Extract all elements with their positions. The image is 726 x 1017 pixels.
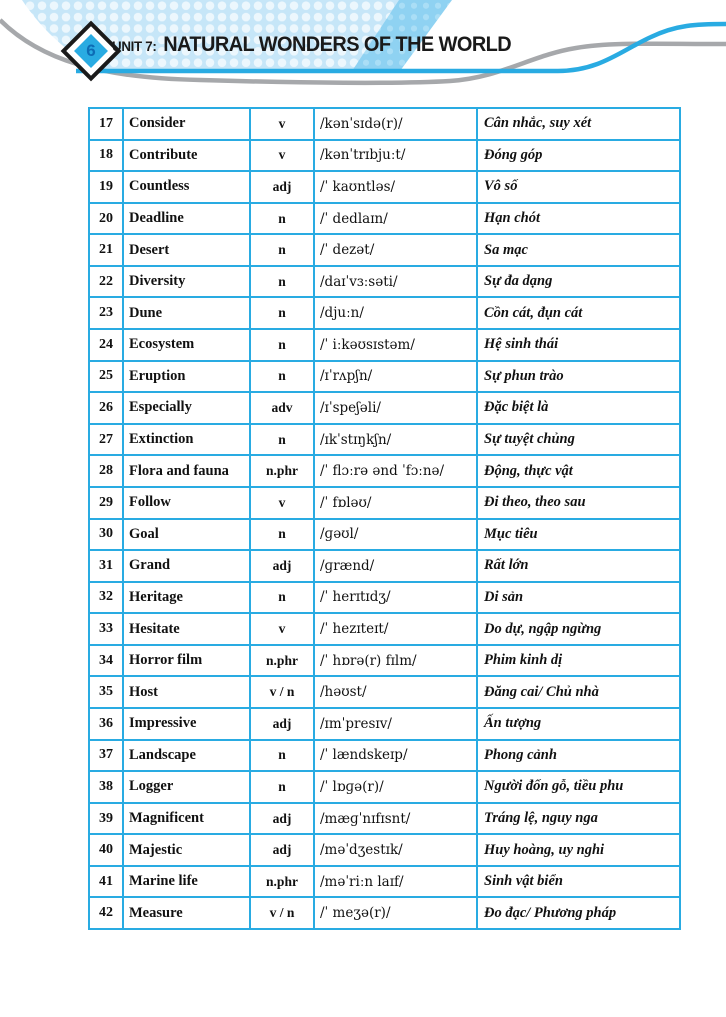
pronunciation-cell: /ɡrænd/ <box>314 550 477 582</box>
pronunciation-cell: /ˈ lændskeɪp/ <box>314 740 477 772</box>
word-cell: Impressive <box>123 708 250 740</box>
pronunciation-cell: /məˈdʒestɪk/ <box>314 834 477 866</box>
meaning-cell: Ấn tượng <box>477 708 680 740</box>
row-number: 27 <box>89 424 123 456</box>
pronunciation-cell: /djuːn/ <box>314 297 477 329</box>
pronunciation-cell: /ˈ meʒə(r)/ <box>314 897 477 929</box>
table-row <box>89 645 680 677</box>
unit-title: NATURAL WONDERS OF THE WORLD <box>163 33 512 56</box>
row-number: 20 <box>89 203 123 235</box>
word-cell: Host <box>123 676 250 708</box>
meaning-cell: Mục tiêu <box>477 519 680 551</box>
meaning-cell: Huy hoàng, uy nghi <box>477 834 680 866</box>
part-of-speech-cell: v <box>250 487 314 519</box>
row-number: 30 <box>89 519 123 551</box>
table-row <box>89 329 680 361</box>
table-row <box>89 740 680 772</box>
pronunciation-cell: /ˈ iːkəʊsɪstəm/ <box>314 329 477 361</box>
pronunciation-cell: /ˈ herɪtɪdʒ/ <box>314 582 477 614</box>
table-row <box>89 266 680 298</box>
word-cell: Logger <box>123 771 250 803</box>
pronunciation-cell: /ˈ kaʊntləs/ <box>314 171 477 203</box>
part-of-speech-cell: n.phr <box>250 455 314 487</box>
part-of-speech-cell: n <box>250 519 314 551</box>
meaning-cell: Vô số <box>477 171 680 203</box>
part-of-speech-cell: n.phr <box>250 866 314 898</box>
pronunciation-cell: /ˈ hɒrə(r) fɪlm/ <box>314 645 477 677</box>
part-of-speech-cell: n <box>250 297 314 329</box>
row-number: 31 <box>89 550 123 582</box>
word-cell: Grand <box>123 550 250 582</box>
meaning-cell: Hệ sinh thái <box>477 329 680 361</box>
pronunciation-cell: /həʊst/ <box>314 676 477 708</box>
table-row <box>89 771 680 803</box>
row-number: 21 <box>89 234 123 266</box>
row-number: 23 <box>89 297 123 329</box>
row-number: 41 <box>89 866 123 898</box>
table-row <box>89 897 680 929</box>
pronunciation-cell: /ɪˈspeʃəli/ <box>314 392 477 424</box>
part-of-speech-cell: adv <box>250 392 314 424</box>
table-row <box>89 424 680 456</box>
word-cell: Heritage <box>123 582 250 614</box>
word-cell: Desert <box>123 234 250 266</box>
row-number: 17 <box>89 108 123 140</box>
pronunciation-cell: /ˈ lɒɡə(r)/ <box>314 771 477 803</box>
table-row <box>89 519 680 551</box>
row-number: 32 <box>89 582 123 614</box>
part-of-speech-cell: adj <box>250 550 314 582</box>
table-row <box>89 487 680 519</box>
word-cell: Hesitate <box>123 613 250 645</box>
word-cell: Dune <box>123 297 250 329</box>
meaning-cell: Cồn cát, đụn cát <box>477 297 680 329</box>
part-of-speech-cell: n <box>250 740 314 772</box>
word-cell: Goal <box>123 519 250 551</box>
row-number: 34 <box>89 645 123 677</box>
unit-label: UNIT 7: <box>112 38 157 54</box>
table-row <box>89 361 680 393</box>
part-of-speech-cell: v <box>250 613 314 645</box>
meaning-cell: Di sản <box>477 582 680 614</box>
meaning-cell: Đóng góp <box>477 140 680 172</box>
table-row <box>89 455 680 487</box>
vocabulary-table <box>88 107 681 930</box>
row-number: 35 <box>89 676 123 708</box>
part-of-speech-cell: v / n <box>250 676 314 708</box>
part-of-speech-cell: v / n <box>250 897 314 929</box>
row-number: 26 <box>89 392 123 424</box>
table-row <box>89 140 680 172</box>
unit-badge-number: 6 <box>86 41 96 60</box>
part-of-speech-cell: n <box>250 329 314 361</box>
part-of-speech-cell: n <box>250 361 314 393</box>
meaning-cell: Sa mạc <box>477 234 680 266</box>
pronunciation-cell: /ˈ hezɪteɪt/ <box>314 613 477 645</box>
word-cell: Contribute <box>123 140 250 172</box>
row-number: 42 <box>89 897 123 929</box>
word-cell: Especially <box>123 392 250 424</box>
part-of-speech-cell: n <box>250 234 314 266</box>
meaning-cell: Đăng cai/ Chủ nhà <box>477 676 680 708</box>
table-row <box>89 550 680 582</box>
row-number: 38 <box>89 771 123 803</box>
meaning-cell: Sự đa dạng <box>477 266 680 298</box>
row-number: 40 <box>89 834 123 866</box>
pronunciation-cell: /mæɡˈnɪfɪsnt/ <box>314 803 477 835</box>
word-cell: Follow <box>123 487 250 519</box>
meaning-cell: Đi theo, theo sau <box>477 487 680 519</box>
meaning-cell: Người đốn gỗ, tiều phu <box>477 771 680 803</box>
row-number: 29 <box>89 487 123 519</box>
pronunciation-cell: /ˈ flɔːrə ənd ˈfɔːnə/ <box>314 455 477 487</box>
part-of-speech-cell: v <box>250 140 314 172</box>
part-of-speech-cell: n <box>250 582 314 614</box>
word-cell: Measure <box>123 897 250 929</box>
row-number: 37 <box>89 740 123 772</box>
row-number: 39 <box>89 803 123 835</box>
meaning-cell: Động, thực vật <box>477 455 680 487</box>
table-row <box>89 613 680 645</box>
row-number: 19 <box>89 171 123 203</box>
meaning-cell: Do dự, ngập ngừng <box>477 613 680 645</box>
table-row <box>89 392 680 424</box>
part-of-speech-cell: adj <box>250 171 314 203</box>
pronunciation-cell: /məˈriːn laɪf/ <box>314 866 477 898</box>
pronunciation-cell: /kənˈsɪdə(r)/ <box>314 108 477 140</box>
row-number: 18 <box>89 140 123 172</box>
word-cell: Magnificent <box>123 803 250 835</box>
part-of-speech-cell: adj <box>250 834 314 866</box>
page-header <box>0 0 726 110</box>
meaning-cell: Cân nhắc, suy xét <box>477 108 680 140</box>
pronunciation-cell: /ɪkˈstɪŋkʃn/ <box>314 424 477 456</box>
part-of-speech-cell: n <box>250 266 314 298</box>
meaning-cell: Tráng lệ, nguy nga <box>477 803 680 835</box>
table-row <box>89 582 680 614</box>
word-cell: Ecosystem <box>123 329 250 361</box>
part-of-speech-cell: v <box>250 108 314 140</box>
meaning-cell: Sinh vật biển <box>477 866 680 898</box>
pronunciation-cell: /ɡəʊl/ <box>314 519 477 551</box>
meaning-cell: Hạn chót <box>477 203 680 235</box>
part-of-speech-cell: n <box>250 424 314 456</box>
table-row <box>89 866 680 898</box>
word-cell: Horror film <box>123 645 250 677</box>
table-row <box>89 203 680 235</box>
meaning-cell: Đo đạc/ Phương pháp <box>477 897 680 929</box>
row-number: 22 <box>89 266 123 298</box>
pronunciation-cell: /ɪmˈpresɪv/ <box>314 708 477 740</box>
pronunciation-cell: /kənˈtrɪbjuːt/ <box>314 140 477 172</box>
word-cell: Majestic <box>123 834 250 866</box>
part-of-speech-cell: n <box>250 203 314 235</box>
meaning-cell: Phim kinh dị <box>477 645 680 677</box>
pronunciation-cell: /ˈ dedlaɪn/ <box>314 203 477 235</box>
meaning-cell: Sự phun trào <box>477 361 680 393</box>
pronunciation-cell: /ˈ fɒləʊ/ <box>314 487 477 519</box>
part-of-speech-cell: n.phr <box>250 645 314 677</box>
table-row <box>89 297 680 329</box>
word-cell: Extinction <box>123 424 250 456</box>
row-number: 33 <box>89 613 123 645</box>
table-row <box>89 834 680 866</box>
table-row <box>89 171 680 203</box>
table-row <box>89 676 680 708</box>
pronunciation-cell: /ɪˈrʌpʃn/ <box>314 361 477 393</box>
word-cell: Consider <box>123 108 250 140</box>
word-cell: Marine life <box>123 866 250 898</box>
row-number: 28 <box>89 455 123 487</box>
table-row <box>89 234 680 266</box>
unit-heading <box>112 33 511 59</box>
table-row <box>89 708 680 740</box>
word-cell: Landscape <box>123 740 250 772</box>
part-of-speech-cell: adj <box>250 803 314 835</box>
part-of-speech-cell: n <box>250 771 314 803</box>
word-cell: Deadline <box>123 203 250 235</box>
pronunciation-cell: /ˈ dezət/ <box>314 234 477 266</box>
part-of-speech-cell: adj <box>250 708 314 740</box>
word-cell: Countless <box>123 171 250 203</box>
row-number: 25 <box>89 361 123 393</box>
row-number: 24 <box>89 329 123 361</box>
meaning-cell: Rất lớn <box>477 550 680 582</box>
meaning-cell: Đặc biệt là <box>477 392 680 424</box>
meaning-cell: Sự tuyệt chủng <box>477 424 680 456</box>
table-row <box>89 108 680 140</box>
pronunciation-cell: /daɪˈvɜːsəti/ <box>314 266 477 298</box>
word-cell: Eruption <box>123 361 250 393</box>
row-number: 36 <box>89 708 123 740</box>
word-cell: Diversity <box>123 266 250 298</box>
meaning-cell: Phong cảnh <box>477 740 680 772</box>
word-cell: Flora and fauna <box>123 455 250 487</box>
table-row <box>89 803 680 835</box>
